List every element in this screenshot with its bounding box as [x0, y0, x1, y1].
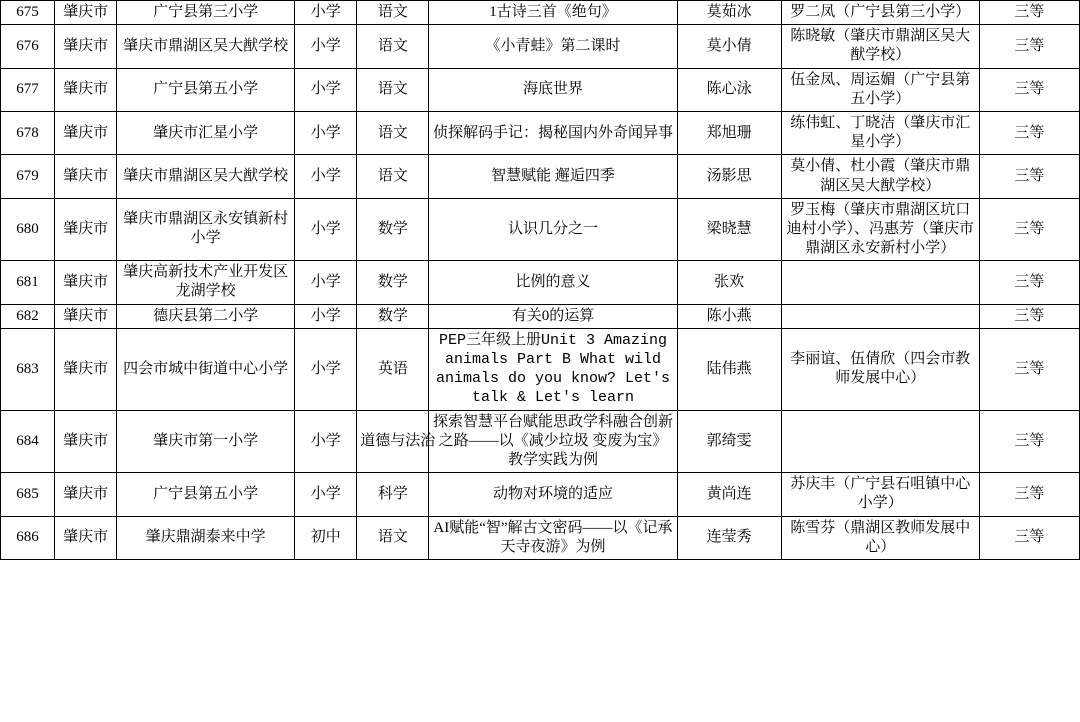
- cell-city: 肇庆市: [55, 328, 117, 410]
- cell-city: 肇庆市: [55, 473, 117, 516]
- cell-serial-number: 677: [1, 68, 55, 111]
- cell-city: 肇庆市: [55, 516, 117, 559]
- cell-serial-number: 685: [1, 473, 55, 516]
- cell-stage: 小学: [295, 410, 357, 473]
- cell-subject: 科学: [357, 473, 429, 516]
- cell-stage: 小学: [295, 261, 357, 304]
- cell-lesson-title: 1古诗三首《绝句》: [429, 1, 677, 25]
- cell-award: 三等: [979, 111, 1079, 154]
- cell-city: 肇庆市: [55, 68, 117, 111]
- cell-author: 陈心泳: [677, 68, 781, 111]
- cell-serial-number: 675: [1, 1, 55, 25]
- cell-serial-number: 676: [1, 25, 55, 68]
- cell-stage: 小学: [295, 473, 357, 516]
- cell-subject: 语文: [357, 1, 429, 25]
- cell-school: 肇庆市汇星小学: [117, 111, 295, 154]
- cell-award: 三等: [979, 155, 1079, 198]
- cell-coach: [781, 410, 979, 473]
- cell-city: 肇庆市: [55, 198, 117, 261]
- cell-award: 三等: [979, 410, 1079, 473]
- cell-subject: 数学: [357, 198, 429, 261]
- cell-coach: 陈晓敏（肇庆市鼎湖区吴大猷学校）: [781, 25, 979, 68]
- cell-coach: 陈雪芬（鼎湖区教师发展中心）: [781, 516, 979, 559]
- cell-school: 肇庆市鼎湖区永安镇新村小学: [117, 198, 295, 261]
- cell-subject: 语文: [357, 68, 429, 111]
- cell-award: 三等: [979, 328, 1079, 410]
- cell-author: 黄尚连: [677, 473, 781, 516]
- cell-city: 肇庆市: [55, 1, 117, 25]
- cell-stage: 小学: [295, 25, 357, 68]
- cell-lesson-title: 智慧赋能 邂逅四季: [429, 155, 677, 198]
- cell-stage: 小学: [295, 304, 357, 328]
- cell-coach: 苏庆丰（广宁县石咀镇中心小学）: [781, 473, 979, 516]
- table-row: [1, 198, 1080, 261]
- table-row: [1, 68, 1080, 111]
- cell-award: 三等: [979, 1, 1079, 25]
- cell-lesson-title: PEP三年级上册Unit 3 Amazing animals Part B What wild animals do you know? Let's talk & Let's learn: [429, 328, 677, 410]
- cell-stage: 小学: [295, 198, 357, 261]
- cell-lesson-title: 动物对环境的适应: [429, 473, 677, 516]
- cell-stage: 小学: [295, 328, 357, 410]
- cell-serial-number: 684: [1, 410, 55, 473]
- cell-school: 广宁县第五小学: [117, 68, 295, 111]
- table-row: [1, 473, 1080, 516]
- cell-lesson-title: 比例的意义: [429, 261, 677, 304]
- cell-coach: 练伟虹、丁晓洁（肇庆市汇星小学）: [781, 111, 979, 154]
- cell-stage: 小学: [295, 111, 357, 154]
- cell-subject: 语文: [357, 516, 429, 559]
- cell-award: 三等: [979, 516, 1079, 559]
- cell-award: 三等: [979, 68, 1079, 111]
- cell-city: 肇庆市: [55, 261, 117, 304]
- cell-lesson-title: 认识几分之一: [429, 198, 677, 261]
- cell-school: 肇庆高新技术产业开发区龙湖学校: [117, 261, 295, 304]
- cell-subject: 数学: [357, 261, 429, 304]
- cell-serial-number: 678: [1, 111, 55, 154]
- cell-school: 广宁县第三小学: [117, 1, 295, 25]
- cell-school: 肇庆市第一小学: [117, 410, 295, 473]
- cell-author: 梁晓慧: [677, 198, 781, 261]
- cell-school: 四会市城中街道中心小学: [117, 328, 295, 410]
- cell-stage: 初中: [295, 516, 357, 559]
- cell-coach: 伍金凤、周运媚（广宁县第五小学）: [781, 68, 979, 111]
- table-row: [1, 261, 1080, 304]
- cell-school: 肇庆市鼎湖区吴大猷学校: [117, 25, 295, 68]
- cell-subject: 语文: [357, 25, 429, 68]
- cell-author: 郑旭珊: [677, 111, 781, 154]
- cell-award: 三等: [979, 25, 1079, 68]
- cell-city: 肇庆市: [55, 155, 117, 198]
- cell-serial-number: 683: [1, 328, 55, 410]
- table-row: [1, 1, 1080, 25]
- cell-lesson-title: 探索智慧平台赋能思政学科融合创新之路——以《减少垃圾 变废为宝》教学实践为例: [429, 410, 677, 473]
- cell-serial-number: 686: [1, 516, 55, 559]
- cell-award: 三等: [979, 198, 1079, 261]
- cell-author: 莫茹冰: [677, 1, 781, 25]
- cell-award: 三等: [979, 304, 1079, 328]
- cell-city: 肇庆市: [55, 111, 117, 154]
- cell-author: 连莹秀: [677, 516, 781, 559]
- cell-author: 陆伟燕: [677, 328, 781, 410]
- table-row: [1, 25, 1080, 68]
- cell-coach: 莫小倩、杜小霞（肇庆市鼎湖区吴大猷学校）: [781, 155, 979, 198]
- cell-coach: 罗玉梅（肇庆市鼎湖区坑口迪村小学）、冯惠芳（肇庆市鼎湖区永安新村小学）: [781, 198, 979, 261]
- cell-school: 肇庆市鼎湖区吴大猷学校: [117, 155, 295, 198]
- cell-school: 广宁县第五小学: [117, 473, 295, 516]
- cell-lesson-title: 有关0的运算: [429, 304, 677, 328]
- cell-subject: 英语: [357, 328, 429, 410]
- cell-city: 肇庆市: [55, 25, 117, 68]
- award-table-body: [1, 1, 1080, 560]
- cell-serial-number: 681: [1, 261, 55, 304]
- cell-award: 三等: [979, 473, 1079, 516]
- cell-serial-number: 679: [1, 155, 55, 198]
- cell-city: 肇庆市: [55, 410, 117, 473]
- cell-stage: 小学: [295, 1, 357, 25]
- cell-school: 肇庆鼎湖泰来中学: [117, 516, 295, 559]
- cell-author: 陈小燕: [677, 304, 781, 328]
- table-row: [1, 516, 1080, 559]
- table-row: [1, 111, 1080, 154]
- cell-author: 郭绮雯: [677, 410, 781, 473]
- cell-subject: 道德与法治: [357, 410, 429, 473]
- cell-serial-number: 680: [1, 198, 55, 261]
- cell-lesson-title: 《小青蛙》第二课时: [429, 25, 677, 68]
- cell-coach: 李丽谊、伍倩欣（四会市教师发展中心）: [781, 328, 979, 410]
- cell-subject: 数学: [357, 304, 429, 328]
- table-row: [1, 304, 1080, 328]
- cell-coach: 罗二凤（广宁县第三小学）: [781, 1, 979, 25]
- cell-author: 莫小倩: [677, 25, 781, 68]
- cell-author: 汤影思: [677, 155, 781, 198]
- cell-subject: 语文: [357, 155, 429, 198]
- cell-school: 德庆县第二小学: [117, 304, 295, 328]
- table-row: [1, 155, 1080, 198]
- cell-stage: 小学: [295, 155, 357, 198]
- cell-subject: 语文: [357, 111, 429, 154]
- cell-lesson-title: AI赋能“智”解古文密码——以《记承天寺夜游》为例: [429, 516, 677, 559]
- cell-lesson-title: 海底世界: [429, 68, 677, 111]
- cell-coach: [781, 304, 979, 328]
- table-row: [1, 328, 1080, 410]
- cell-city: 肇庆市: [55, 304, 117, 328]
- cell-lesson-title: 侦探解码手记：揭秘国内外奇闻异事: [429, 111, 677, 154]
- cell-award: 三等: [979, 261, 1079, 304]
- cell-coach: [781, 261, 979, 304]
- table-row: [1, 410, 1080, 473]
- cell-author: 张欢: [677, 261, 781, 304]
- cell-serial-number: 682: [1, 304, 55, 328]
- cell-stage: 小学: [295, 68, 357, 111]
